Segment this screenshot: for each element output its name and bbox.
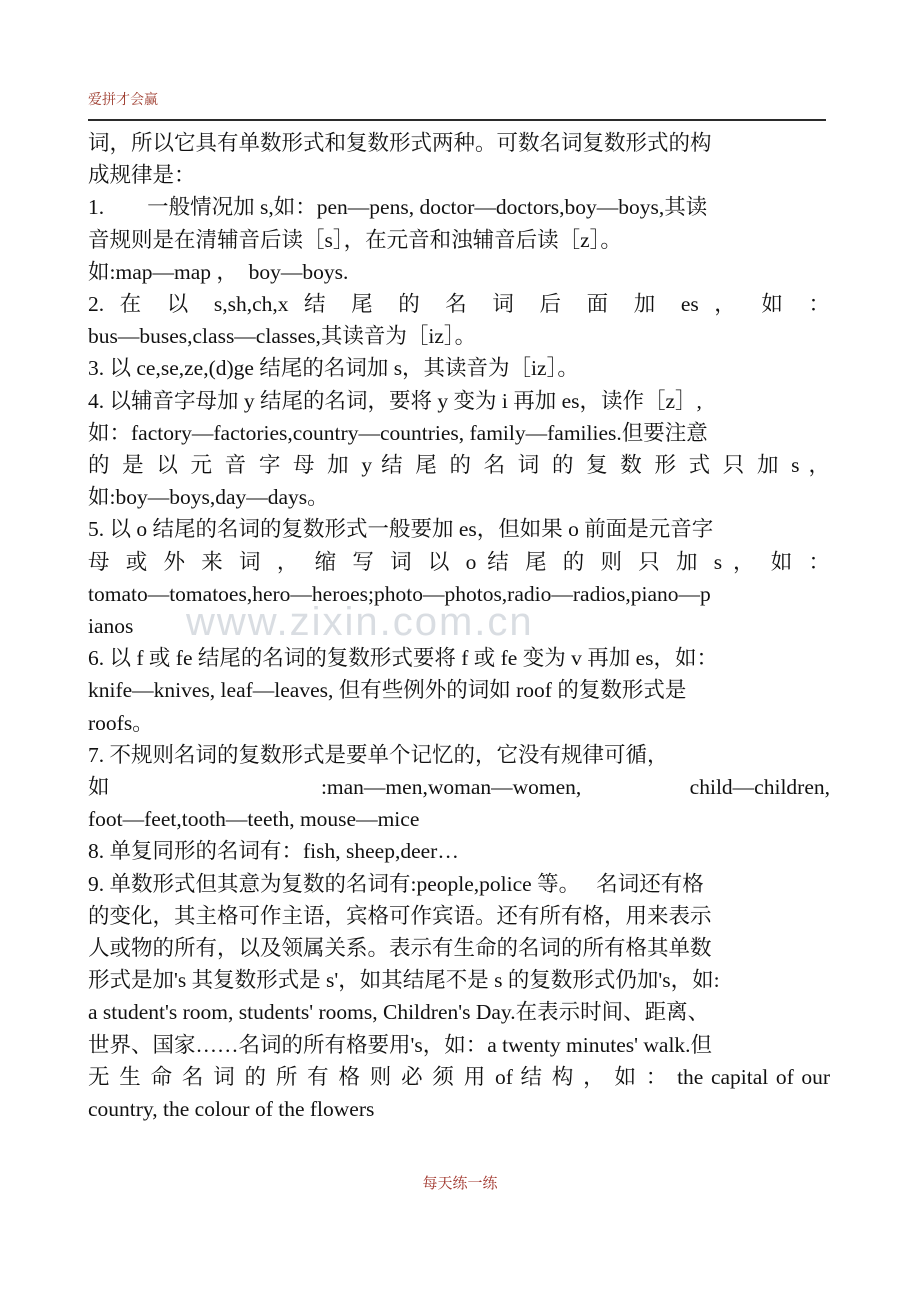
body-line: 人或物的所有，以及领属关系。表示有生命的名词的所有格其单数 bbox=[88, 936, 712, 961]
body-line: roofs。 bbox=[88, 710, 154, 735]
body-line: 词，所以它具有单数形式和复数形式两种。可数名词复数形式的构 bbox=[88, 131, 712, 155]
body-line: 7. 不规则名词的复数形式是要单个记忆的，它没有规律可循， bbox=[88, 742, 669, 767]
body-line: knife—knives, leaf—leaves, 但有些例外的词如 roof 的复数形式是 bbox=[88, 678, 687, 703]
document-footer bbox=[0, 1174, 920, 1194]
document-body bbox=[88, 127, 830, 1125]
header-divider bbox=[88, 119, 826, 121]
footer-text: 每天练一练 bbox=[422, 1176, 498, 1192]
body-line: bus—buses,class—classes,其读音为［iz］。 bbox=[88, 324, 477, 349]
body-line: a student's room, students' rooms, Children's Day.在表示时间、距离、 bbox=[88, 1000, 710, 1025]
body-line: 9. 单数形式但其意为复数的名词有:people,police 等。 名词还有格 bbox=[88, 871, 704, 896]
document-header bbox=[88, 92, 828, 110]
body-line: 成规律是： bbox=[88, 163, 196, 188]
body-line: country, the colour of the flowers bbox=[88, 1097, 375, 1122]
body-line: 世界、国家……名词的所有格要用's，如：a twenty minutes' walk.但 bbox=[88, 1032, 713, 1057]
body-line: 6. 以 f 或 fe 结尾的名词的复数形式要将 f 或 fe 变为 v 再加 es，如： bbox=[88, 646, 719, 671]
body-line: foot—feet,tooth—teeth, mouse—mice bbox=[88, 807, 420, 832]
body-line: 母 或 外 来 词 ， 缩 写 词 以 o 结 尾 的 则 只 加 s ， 如 ： bbox=[88, 549, 830, 574]
body-line: tomato—tomatoes,hero—heroes;photo—photos,radio—radios,piano—p bbox=[88, 581, 711, 606]
body-line: 如:boy—boys,day—days。 bbox=[88, 485, 329, 510]
body-line: 音规则是在清辅音后读［s］，在元音和浊辅音后读［z］。 bbox=[88, 227, 622, 252]
body-line: 5. 以 o 结尾的名词的复数形式一般要加 es，但如果 o 前面是元音字 bbox=[88, 517, 714, 542]
body-line: 3. 以 ce,se,ze,(d)ge 结尾的名词加 s，其读音为［iz］。 bbox=[88, 356, 579, 381]
body-line: 无 生 命 名 词 的 所 有 格 则 必 须 用 of 结 构 ， 如 ： the capital of our bbox=[88, 1064, 830, 1089]
body-line: 2. 在 以 s,sh,ch,x 结 尾 的 名 词 后 面 加 es ， 如 ： bbox=[88, 292, 830, 317]
body-line: 如：factory—factories,country—countries, family—families.但要注意 bbox=[88, 420, 708, 445]
header-title: 爱拼才会赢 bbox=[88, 93, 158, 108]
body-line: 8. 单复同形的名词有：fish, sheep,deer… bbox=[88, 839, 459, 864]
watermark-text: www.zixin.com.cn bbox=[186, 600, 534, 644]
body-line: 的 是 以 元 音 字 母 加 y 结 尾 的 名 词 的 复 数 形 式 只 加 s ， bbox=[88, 453, 830, 478]
body-line: 1. 一般情况加 s,如：pen—pens, doctor—doctors,boy—boys,其读 bbox=[88, 195, 708, 220]
body-line: 4. 以辅音字母加 y 结尾的名词，要将 y 变为 i 再加 es，读作［z］, bbox=[88, 388, 702, 413]
body-line: 如:map—map ， boy—boys. bbox=[88, 259, 349, 284]
body-line: 的变化，其主格可作主语，宾格可作宾语。还有所有格，用来表示 bbox=[88, 903, 712, 928]
body-line: 形式是加's 其复数形式是 s'，如其结尾不是 s 的复数形式仍加's，如: bbox=[88, 968, 720, 993]
body-line: ianos bbox=[88, 614, 134, 639]
body-line: 如 :man—men,woman—women, child—children, bbox=[88, 775, 830, 800]
